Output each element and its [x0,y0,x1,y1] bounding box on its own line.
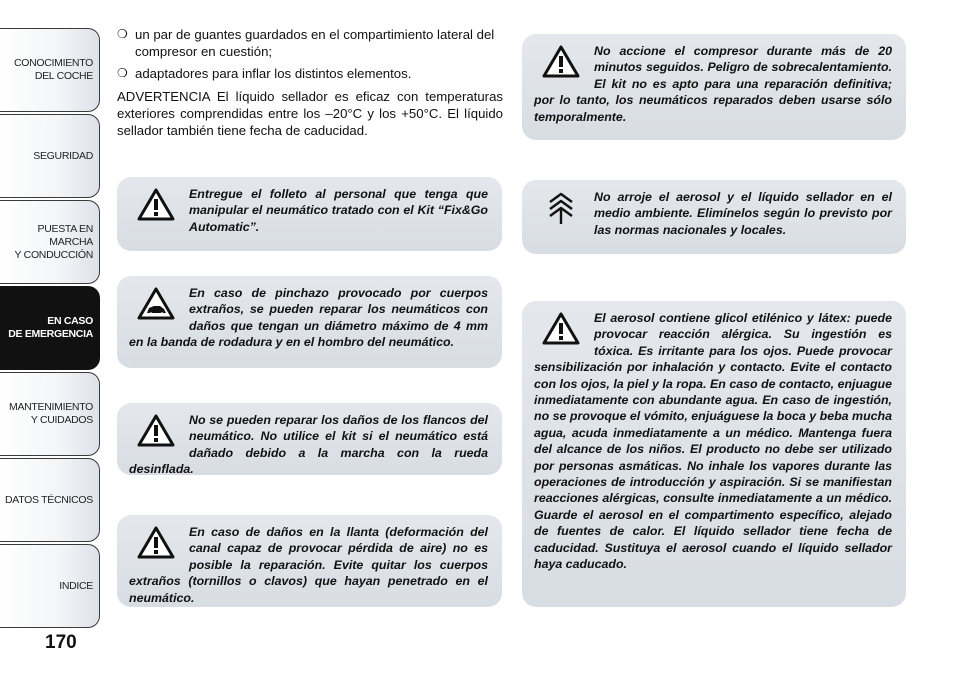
warning-box-pinchazo: En caso de pinchazo provocado por cuerpos extraños, se pueden reparar los neumáticos con daños que tengan un diámetro máximo de 4 mm en la banda de rodadura y en el hombro del neumático. [117,276,502,368]
tab-seguridad[interactable]: SEGURIDAD [0,114,100,198]
warning-box-flancos: No se pueden reparar los daños de los flancos del neumático. No utilice el kit si el neumático está dañado debido a la marcha con la rueda desinflada. [117,403,502,475]
car-warning-icon [137,287,175,321]
tab-puesta-en-marcha[interactable]: PUESTA EN MARCHA Y CONDUCCIÓN [0,200,100,284]
tab-datos-tecnicos[interactable]: DATOS TÉCNICOS [0,458,100,542]
bullet-circle-icon: ❍ [117,27,128,41]
warning-box-folleto: Entregue el folleto al personal que tenga que manipular el neumático tratado con el Kit “Fix&Go Automatic”. [117,177,502,251]
warning-box-medio-ambiente: No arroje el aerosol y el líquido sellador en el medio ambiente. Elimínelos según lo previsto por las normas nacionales y locales. [522,180,906,254]
warning-triangle-icon [542,45,580,79]
body-text-column [117,26,503,139]
page-number: 170 [45,632,77,653]
bullet-circle-icon: ❍ [117,66,128,80]
advertencia-paragraph: ADVERTENCIA El líquido sellador es eficaz con temperaturas exteriores comprendidas entre los –20°C y los +50°C. El líquido sellador también tiene fecha de caducidad. [117,89,503,138]
tab-conocimiento-del-coche[interactable]: CONOCIMIENTO DEL COCHE [0,28,100,112]
tab-en-caso-de-emergencia[interactable]: EN CASO DE EMERGENCIA [0,286,100,370]
environment-tree-icon [542,191,580,225]
list-item: ❍ un par de guantes guardados en el compartimiento lateral del compresor en cuestión; [117,27,495,59]
warning-triangle-icon [137,526,175,560]
warning-triangle-icon [137,414,175,448]
warning-triangle-icon [137,188,175,222]
warning-triangle-icon [542,312,580,346]
warning-box-compresor: No accione el compresor durante más de 20 minutos seguidos. Peligro de sobrecalentamiento. El kit no es apto para una reparación definitiva; por lo tanto, los neumáticos reparados deben usarse sólo temporalmente. [522,34,906,140]
list-item: ❍ adaptadores para inflar los distintos elementos. [117,66,412,81]
warning-box-aerosol: El aerosol contiene glicol etilénico y látex: puede provocar reacción alérgica. Su ingestión es tóxica. Es irritante para los ojos. Puede provocar sensibilización por inhalación y contacto. Evite el contacto con los ojos, la piel y la ropa. En caso de contacto, enjuague inmediatamente con abundante agua. En caso de ingestión, no se provoque el vómito, enjuáguese la boca y beba mucha agua, acuda inmediatamente a un médico. Mantenga fuera del alcance de los niños. El producto no debe ser utilizado por personas asmáticas. No inhale los vapores durante las operaciones de introducción y aspiración. Si se manifiestan reacciones alérgicas, consulte inmediatamente a un médico. Guarde el aerosol en el compartimento específico, alejado de fuentes de calor. El líquido sellador tiene fecha de caducidad. Sustituya el aerosol cuando el líquido sellador haya caducado. [522,301,906,607]
tab-indice[interactable]: INDICE [0,544,100,628]
warning-box-llanta: En caso de daños en la llanta (deformación del canal capaz de provocar pérdida de aire) no es posible la reparación. Evite quitar los cuerpos extraños (tornillos o clavos) que hayan penetrado en el neumático. [117,515,502,607]
tab-mantenimiento[interactable]: MANTENIMIENTO Y CUIDADOS [0,372,100,456]
